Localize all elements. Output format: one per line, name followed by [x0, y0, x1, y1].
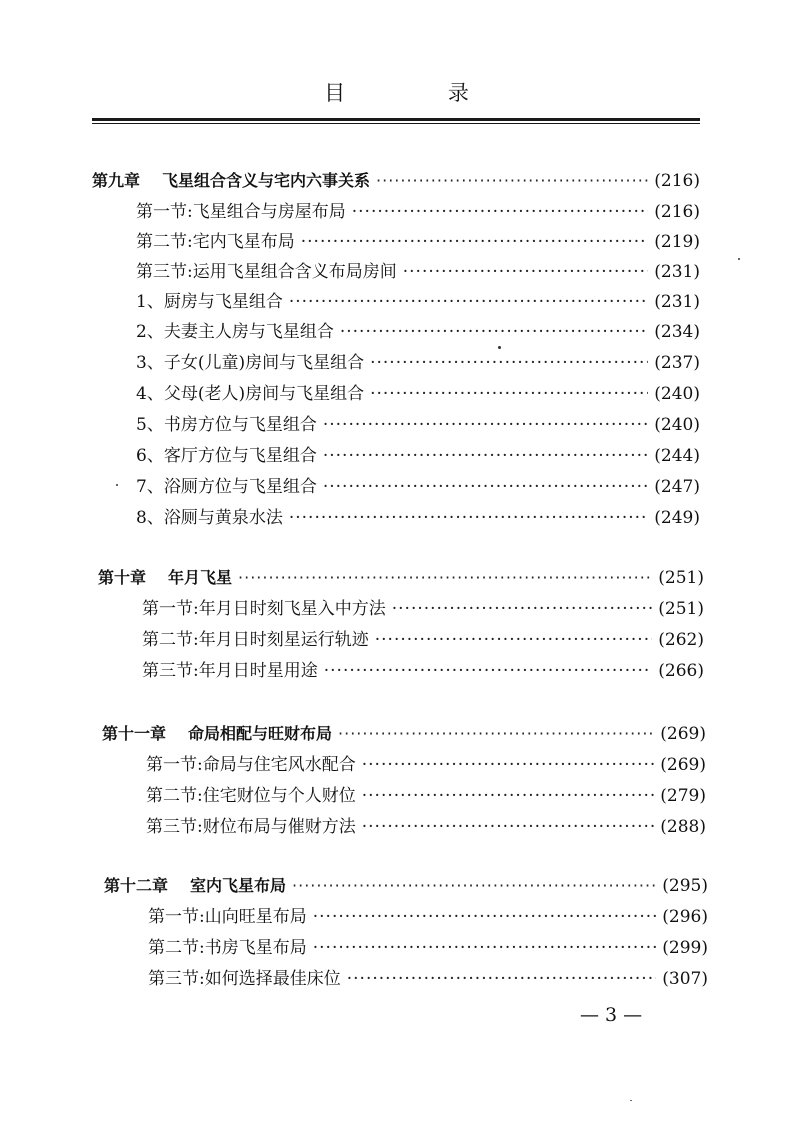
entry-label: 第一节:飞星组合与房屋布局 — [136, 202, 346, 222]
leader-dots — [370, 379, 648, 409]
leader-dots — [340, 317, 648, 347]
leader-dots — [323, 441, 648, 471]
page-number: (216) — [654, 202, 700, 222]
toc-entry[interactable] — [148, 902, 708, 932]
leader-dots — [362, 750, 655, 780]
toc-entry[interactable] — [136, 441, 700, 471]
leader-dots — [323, 410, 648, 440]
leader-dots — [362, 781, 655, 811]
toc-entry[interactable] — [142, 594, 704, 624]
entry-label: 第一节:年月日时刻飞星入中方法 — [142, 599, 386, 619]
page-number: (251) — [658, 568, 704, 588]
toc-entry[interactable] — [136, 317, 700, 347]
page-number: (307) — [662, 969, 708, 989]
chapter-title: 命局相配与旺财布局 — [188, 724, 333, 743]
page-number: (234) — [654, 322, 700, 342]
page-number: (299) — [662, 938, 708, 958]
leader-dots — [324, 656, 653, 686]
leader-dots — [313, 902, 657, 932]
page-number: (237) — [654, 353, 700, 373]
entry-label: 第一节:山向旺星布局 — [148, 907, 307, 927]
page-number: (262) — [658, 630, 704, 650]
scan-speck — [738, 258, 740, 260]
toc-entry[interactable] — [148, 964, 708, 994]
toc-entry[interactable] — [136, 348, 700, 378]
entry-label: 第三节:财位布局与催财方法 — [146, 817, 356, 837]
leader-dots — [392, 594, 653, 624]
page-number: (279) — [660, 786, 706, 806]
entry-label: 7、浴厕方位与飞星组合 — [136, 477, 317, 497]
chapter-number: 第十章 — [98, 568, 147, 587]
scan-speck — [116, 484, 118, 486]
leader-dots — [370, 348, 648, 378]
toc-entry[interactable] — [136, 472, 700, 502]
leader-dots — [292, 871, 656, 901]
chapter-title: 室内飞星布局 — [190, 876, 287, 895]
page-number: (249) — [654, 508, 700, 528]
leader-dots — [301, 227, 649, 257]
chapter-title: 飞星组合含义与宅内六事关系 — [162, 171, 371, 190]
chapter-number: 第十二章 — [104, 876, 169, 895]
page-number: (231) — [654, 292, 700, 312]
page-number: (216) — [654, 171, 700, 191]
scan-speck — [630, 1100, 632, 1101]
leader-dots — [313, 933, 657, 963]
leader-dots — [323, 472, 648, 502]
chapter-number: 第十一章 — [102, 724, 167, 743]
chapter-number: 第九章 — [92, 171, 141, 190]
page-number: (288) — [660, 817, 706, 837]
page-number: (251) — [658, 599, 704, 619]
toc-entry[interactable] — [136, 410, 700, 440]
toc-chapter[interactable] — [92, 166, 700, 196]
toc-entry[interactable] — [136, 287, 700, 317]
leader-dots — [376, 166, 648, 196]
entry-label: 2、夫妻主人房与飞星组合 — [136, 322, 334, 342]
toc-entry[interactable] — [136, 257, 700, 287]
entry-label: 第一节:命局与住宅风水配合 — [146, 755, 356, 775]
title-rule-thick — [92, 118, 700, 121]
toc-entry[interactable] — [136, 503, 700, 533]
leader-dots — [289, 503, 648, 533]
entry-label: 第三节:运用飞星组合含义布局房间 — [136, 262, 397, 282]
leader-dots — [347, 964, 657, 994]
entry-label: 第二节:宅内飞星布局 — [136, 232, 295, 252]
leader-dots — [289, 287, 648, 317]
page-number: (240) — [654, 415, 700, 435]
page-number: (266) — [658, 661, 704, 681]
toc-chapter[interactable] — [98, 563, 704, 593]
leader-dots — [352, 197, 649, 227]
leader-dots — [375, 625, 653, 655]
page-title: 目 录 — [324, 81, 517, 105]
entry-label: 第三节:年月日时星用途 — [142, 661, 318, 681]
entry-label: 6、客厅方位与飞星组合 — [136, 446, 317, 466]
page-number: (295) — [662, 876, 708, 896]
page-number: (269) — [660, 724, 706, 744]
toc-entry[interactable] — [146, 812, 706, 842]
chapter-title: 年月飞星 — [168, 568, 233, 587]
page-number: (244) — [654, 446, 700, 466]
entry-label: 1、厨房与飞星组合 — [136, 292, 283, 312]
entry-label: 第三节:如何选择最佳床位 — [148, 969, 341, 989]
page-number: (247) — [654, 477, 700, 497]
page-footer-number: — 3 — — [580, 1004, 643, 1026]
page-number: (240) — [654, 384, 700, 404]
toc-entry[interactable] — [142, 656, 704, 686]
page-number: (296) — [662, 907, 708, 927]
entry-label: 4、父母(老人)房间与飞星组合 — [136, 384, 365, 404]
leader-dots — [403, 257, 649, 287]
toc-entry[interactable] — [142, 625, 704, 655]
title-rule-thin — [92, 123, 700, 124]
page-number: (231) — [654, 262, 700, 282]
leader-dots — [362, 812, 655, 842]
toc-chapter[interactable] — [102, 719, 706, 749]
toc-entry[interactable] — [136, 379, 700, 409]
toc-entry[interactable] — [136, 227, 700, 257]
toc-entry[interactable] — [136, 197, 700, 227]
page-number: (269) — [660, 755, 706, 775]
toc-entry[interactable] — [146, 781, 706, 811]
entry-label: 第二节:年月日时刻星运行轨迹 — [142, 630, 369, 650]
entry-label: 5、书房方位与飞星组合 — [136, 415, 317, 435]
entry-label: 8、浴厕与黄泉水法 — [136, 508, 283, 528]
leader-dots — [238, 563, 652, 593]
leader-dots — [338, 719, 654, 749]
page-number: (219) — [654, 232, 700, 252]
toc-chapter[interactable] — [104, 871, 708, 901]
toc-entry[interactable] — [148, 933, 708, 963]
entry-label: 3、子女(儿童)房间与飞星组合 — [136, 353, 365, 373]
toc-entry[interactable] — [146, 750, 706, 780]
entry-label: 第二节:住宅财位与个人财位 — [146, 786, 356, 806]
entry-label: 第二节:书房飞星布局 — [148, 938, 307, 958]
scan-speck — [498, 346, 501, 349]
